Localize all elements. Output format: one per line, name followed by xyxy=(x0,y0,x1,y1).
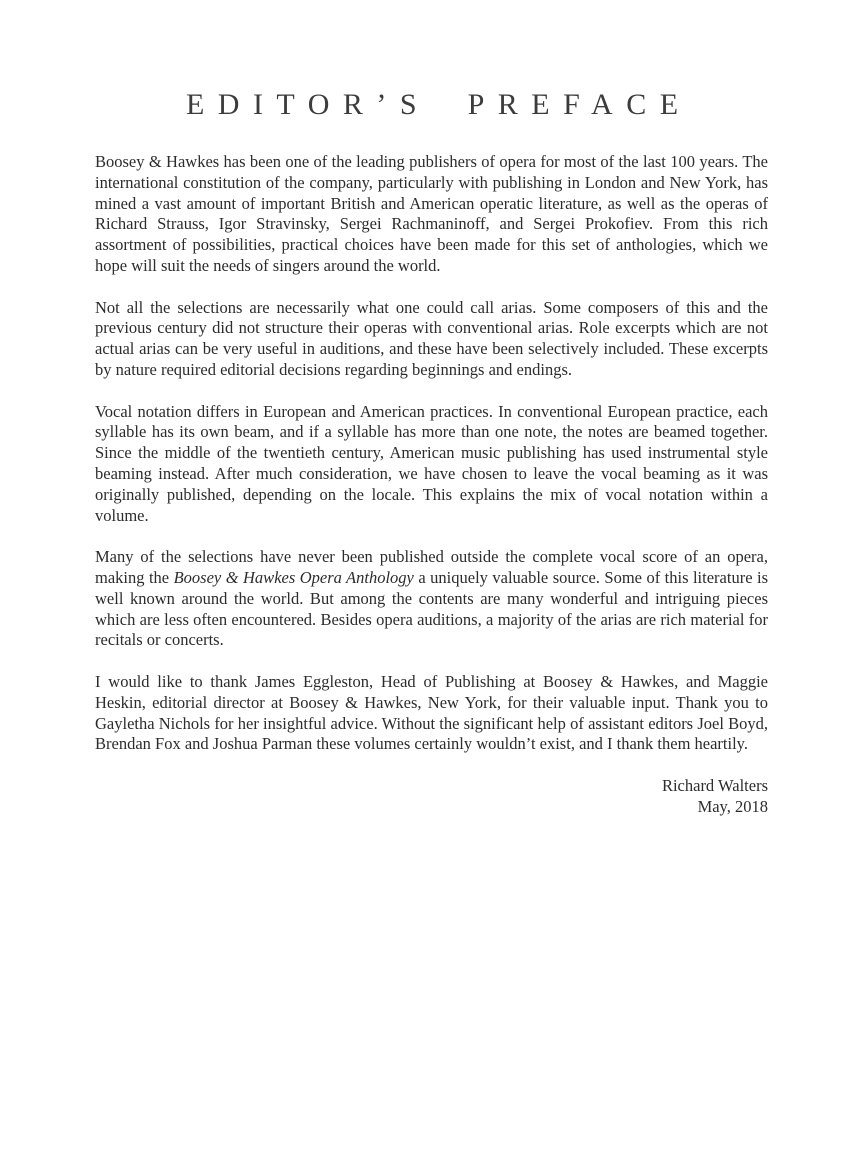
body-text: Boosey & Hawkes has been one of the leading publishers of opera for most of the last 100 years. The international constitution of the company, particularly with publishing in London and New York, has mined a vast amount of important British and American operatic literature, as well as the operas of Richard Strauss, Igor Stravinsky, Sergei Rachmaninoff, and Sergei Prokofiev. From this rich assortment of possibilities, practical choices have been made for this set of anthologies, which we hope will suit the needs of singers around the world. xyxy=(95,152,768,275)
paragraph xyxy=(95,402,768,527)
page-title: EDITOR’S PREFACE xyxy=(185,88,692,121)
italic-text: Boosey & Hawkes Opera Anthology xyxy=(173,567,414,587)
paragraph xyxy=(95,672,768,755)
paragraph xyxy=(95,152,768,277)
body-text: a uniquely valuable source. Some of this literature is well known around the world. But among the contents are many wonderful and intriguing pieces which are less often encountered. Besides opera auditions, a majority of the arias are rich material for recitals or concerts. xyxy=(95,567,768,650)
preface-body xyxy=(95,152,768,818)
paragraph xyxy=(95,547,768,651)
body-text: Many of the selections have never been published outside the complete vocal score of an opera, making the xyxy=(95,547,768,587)
body-text: Vocal notation differs in European and American practices. In conventional European practice, each syllable has its own beam, and if a syllable has more than one note, the notes are beamed together. Since the middle of the twentieth century, American music publishing has used instrumental style beaming instead. After much consideration, we have chosen to leave the vocal beaming as it was originally published, depending on the locale. This explains the mix of vocal notation within a volume. xyxy=(95,401,768,525)
body-text: Not all the selections are necessarily what one could call arias. Some composers of this and the previous century did not structure their operas with conventional arias. Role excerpts which are not actual arias can be very useful in auditions, and these have been selectively included. These excerpts by nature required editorial decisions regarding beginnings and endings. xyxy=(95,297,768,379)
signature-name: Richard Walters xyxy=(661,775,768,795)
paragraph xyxy=(95,298,768,381)
body-text: I would like to thank James Eggleston, Head of Publishing at Boosey & Hawkes, and Maggie Heskin, editorial director at Boosey & Hawkes, New York, for their valuable input. Thank you to Gayletha Nichols for her insightful advice. Without the significant help of assistant editors Joel Boyd, Brendan Fox and Joshua Parman these volumes certainly wouldn’t exist, and I thank them heartily. xyxy=(95,671,768,754)
signature-block xyxy=(95,776,768,818)
preface-paragraphs xyxy=(95,152,768,755)
signature-date: May, 2018 xyxy=(697,796,768,816)
